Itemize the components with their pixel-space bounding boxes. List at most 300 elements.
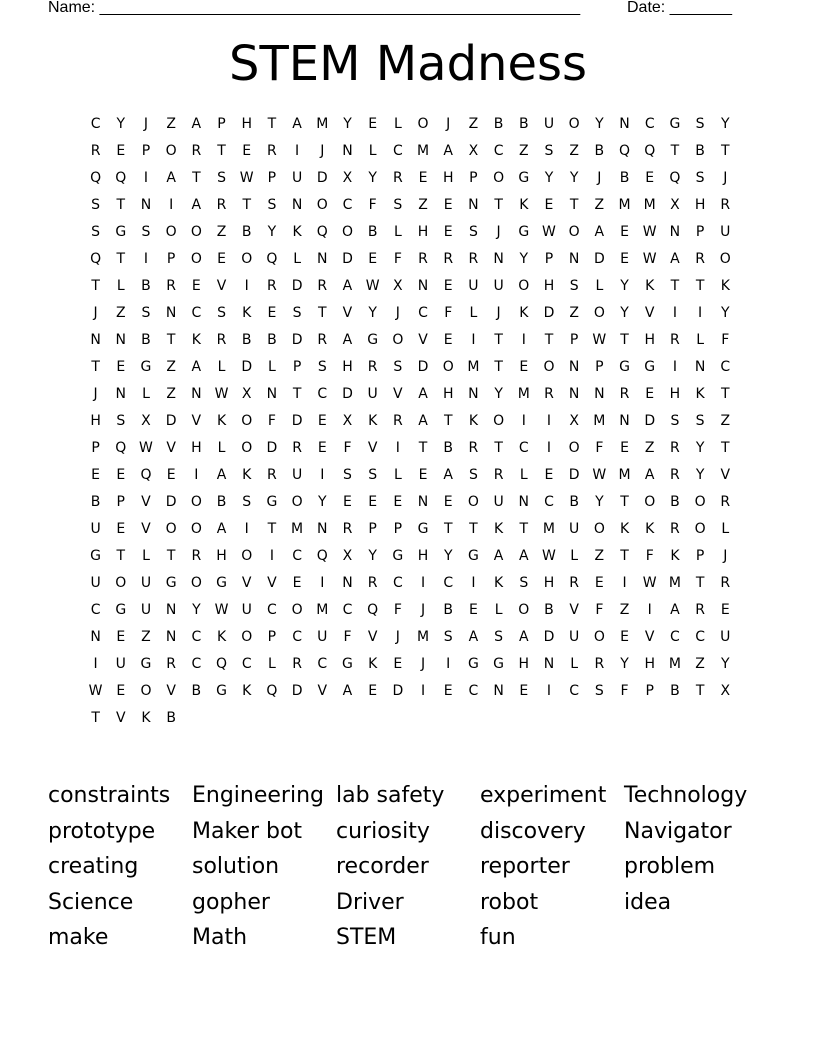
grid-letter: X <box>468 143 479 159</box>
grid-letter: Q <box>266 251 278 267</box>
grid-letter: N <box>342 143 353 159</box>
grid-letter: Q <box>669 170 681 186</box>
grid-letter: W <box>592 467 607 483</box>
grid-letter: P <box>91 440 100 456</box>
grid-letter: N <box>518 494 530 510</box>
grid-letter: I <box>194 467 199 483</box>
grid-letter: O <box>417 116 429 132</box>
grid-letter: O <box>518 602 530 618</box>
grid-letter: A <box>468 629 479 645</box>
grid-letter: X <box>569 413 579 429</box>
grid-letter: Y <box>368 305 377 321</box>
grid-letter: S <box>116 413 126 429</box>
grid-letter: Q <box>140 467 152 483</box>
grid-letter: L <box>570 548 579 564</box>
word-bank-item: Math <box>192 925 248 950</box>
grid-letter: V <box>267 575 277 591</box>
grid-letter: R <box>720 197 731 213</box>
grid-letter: G <box>367 332 379 348</box>
grid-letter: G <box>115 224 127 240</box>
grid-letter: T <box>544 332 554 348</box>
grid-letter: H <box>644 656 655 672</box>
grid-letter: O <box>291 494 303 510</box>
grid-letter: H <box>694 197 706 213</box>
grid-letter: D <box>568 467 580 483</box>
grid-letter: E <box>443 494 453 510</box>
grid-letter: C <box>443 575 454 591</box>
grid-letter: D <box>543 629 555 645</box>
grid-letter: F <box>393 251 402 267</box>
grid-letter: E <box>468 602 478 618</box>
grid-letter: K <box>720 278 730 294</box>
grid-letter: U <box>90 575 101 591</box>
grid-letter: R <box>695 602 705 618</box>
grid-letter: P <box>217 116 226 132</box>
grid-letter: G <box>669 116 681 132</box>
grid-letter: P <box>141 143 151 159</box>
grid-letter: C <box>90 602 101 618</box>
grid-letter: V <box>115 710 126 726</box>
grid-letter: Z <box>166 116 176 132</box>
grid-letter: T <box>217 143 226 159</box>
grid-letter: E <box>116 521 126 537</box>
grid-letter: G <box>619 359 630 375</box>
grid-letter: W <box>214 602 229 618</box>
grid-letter: T <box>494 359 503 375</box>
grid-letter: O <box>190 224 202 240</box>
grid-letter: U <box>115 656 126 672</box>
grid-letter: C <box>644 116 655 132</box>
grid-letter: P <box>292 359 302 375</box>
grid-letter: K <box>645 521 655 537</box>
grid-letter: S <box>443 629 453 645</box>
grid-letter: F <box>595 602 604 618</box>
grid-letter: B <box>241 332 252 348</box>
grid-letter: U <box>543 116 555 132</box>
grid-letter: J <box>446 116 451 132</box>
grid-letter: R <box>317 278 328 294</box>
grid-letter: W <box>139 440 153 456</box>
grid-letter: B <box>216 494 227 510</box>
grid-letter: T <box>494 332 503 348</box>
grid-letter: I <box>269 548 274 564</box>
grid-letter: V <box>141 494 151 510</box>
grid-letter: P <box>267 170 277 186</box>
grid-letter: F <box>343 629 352 645</box>
grid-letter: L <box>217 359 226 375</box>
grid-letter: M <box>643 197 656 213</box>
grid-letter: D <box>291 332 303 348</box>
grid-letter: Q <box>90 170 102 186</box>
grid-letter: H <box>669 386 681 402</box>
grid-letter: N <box>619 413 630 429</box>
grid-letter: S <box>317 359 327 375</box>
grid-letter: Z <box>418 197 428 213</box>
grid-letter: C <box>392 143 403 159</box>
grid-letter: N <box>165 305 177 321</box>
grid-letter: Z <box>720 413 731 429</box>
grid-letter: B <box>267 332 277 348</box>
grid-letter: B <box>141 332 151 348</box>
grid-letter: C <box>695 629 705 645</box>
grid-letter: U <box>367 386 378 402</box>
grid-letter: U <box>468 278 479 294</box>
grid-letter: Q <box>367 602 379 618</box>
grid-letter: L <box>570 656 579 672</box>
grid-letter: N <box>165 629 177 645</box>
grid-letter: S <box>141 224 151 240</box>
grid-letter: E <box>443 197 453 213</box>
grid-letter: R <box>191 143 202 159</box>
grid-letter: G <box>266 494 278 510</box>
grid-letter: I <box>420 683 426 699</box>
grid-letter: H <box>241 116 252 132</box>
name-field-label: Name: ______________________________________________________ <box>48 0 581 16</box>
grid-letter: E <box>544 197 554 213</box>
grid-letter: O <box>190 251 202 267</box>
grid-letter: O <box>241 440 253 456</box>
grid-letter: R <box>670 521 680 537</box>
grid-letter: N <box>594 386 605 402</box>
grid-letter: E <box>519 359 529 375</box>
grid-letter: O <box>719 251 731 267</box>
grid-letter: N <box>317 251 328 267</box>
grid-letter: N <box>468 197 479 213</box>
grid-letter: E <box>620 629 629 645</box>
word-bank-item: constraints <box>48 783 171 808</box>
grid-letter: E <box>544 467 554 483</box>
grid-letter: N <box>669 224 681 240</box>
grid-letter: N <box>317 521 328 537</box>
grid-letter: I <box>471 575 476 591</box>
word-bank-item: reporter <box>480 854 570 879</box>
grid-letter: E <box>620 224 629 240</box>
grid-letter: C <box>241 656 252 672</box>
grid-letter: V <box>342 305 353 321</box>
grid-letter: N <box>115 386 127 402</box>
grid-letter: U <box>140 602 152 618</box>
grid-letter: S <box>670 413 680 429</box>
grid-letter: V <box>644 629 655 645</box>
grid-letter: D <box>291 683 303 699</box>
word-bank-item: Driver <box>336 889 404 915</box>
grid-letter: K <box>141 710 151 726</box>
grid-letter: I <box>622 575 627 591</box>
grid-letter: A <box>418 386 428 402</box>
grid-letter: I <box>672 305 677 321</box>
grid-letter: L <box>494 602 503 618</box>
grid-letter: P <box>595 359 604 375</box>
grid-letter: S <box>91 197 101 213</box>
grid-letter: W <box>542 224 556 240</box>
grid-letter: Q <box>316 224 328 240</box>
grid-letter: R <box>569 575 580 591</box>
grid-letter: T <box>116 548 126 564</box>
grid-letter: I <box>93 656 98 672</box>
grid-letter: B <box>191 683 202 699</box>
grid-letter: N <box>90 332 101 348</box>
grid-letter: K <box>670 548 680 564</box>
word-bank-item: creating <box>48 854 139 879</box>
grid-letter: J <box>723 548 728 564</box>
grid-letter: L <box>393 224 402 240</box>
grid-letter: V <box>367 440 378 456</box>
grid-letter: E <box>620 440 629 456</box>
grid-letter: Y <box>519 251 529 267</box>
grid-letter: Y <box>695 467 705 483</box>
grid-letter: L <box>721 521 730 537</box>
grid-letter: K <box>368 656 378 672</box>
grid-letter: N <box>342 575 353 591</box>
puzzle-title: STEM Madness <box>228 36 588 92</box>
grid-letter: U <box>291 170 303 186</box>
grid-letter: B <box>695 143 705 159</box>
grid-letter: E <box>343 494 352 510</box>
grid-letter: U <box>493 278 504 294</box>
grid-letter: O <box>543 359 555 375</box>
grid-letter: B <box>241 224 252 240</box>
grid-letter: O <box>291 602 303 618</box>
grid-letter: D <box>165 413 177 429</box>
grid-letter: S <box>217 305 226 321</box>
grid-letter: D <box>593 251 605 267</box>
grid-letter: O <box>190 521 202 537</box>
grid-letter: R <box>367 359 378 375</box>
grid-letter: M <box>618 467 631 483</box>
grid-letter: N <box>568 251 580 267</box>
grid-letter: R <box>367 575 378 591</box>
grid-letter: P <box>469 170 478 186</box>
grid-letter: E <box>191 278 201 294</box>
grid-letter: L <box>116 278 125 294</box>
word-bank-item: problem <box>624 854 716 879</box>
grid-letter: K <box>695 386 705 402</box>
grid-letter: X <box>342 413 353 429</box>
grid-letter: G <box>518 224 530 240</box>
grid-letter: N <box>543 656 555 672</box>
grid-letter: I <box>546 440 552 456</box>
grid-letter: T <box>443 521 453 537</box>
grid-letter: K <box>242 683 252 699</box>
grid-letter: B <box>569 494 579 510</box>
grid-letter: G <box>140 359 152 375</box>
grid-letter: R <box>720 575 731 591</box>
grid-letter: H <box>644 332 655 348</box>
grid-letter: S <box>695 413 705 429</box>
grid-letter: O <box>568 224 580 240</box>
grid-letter: T <box>267 521 277 537</box>
grid-letter: O <box>518 278 530 294</box>
grid-letter: S <box>544 143 554 159</box>
grid-letter: U <box>241 602 252 618</box>
grid-letter: F <box>343 440 352 456</box>
grid-letter: E <box>116 683 126 699</box>
grid-letter: K <box>242 305 252 321</box>
grid-letter: T <box>620 332 629 348</box>
grid-letter: T <box>494 197 503 213</box>
grid-letter: Q <box>115 170 127 186</box>
grid-letter: R <box>216 332 227 348</box>
grid-letter: E <box>443 332 453 348</box>
grid-letter: R <box>468 440 479 456</box>
grid-letter: E <box>292 575 302 591</box>
grid-letter: D <box>291 413 303 429</box>
grid-letter: R <box>544 386 554 402</box>
grid-letter: E <box>317 413 327 429</box>
grid-letter: K <box>494 575 504 591</box>
grid-letter: O <box>190 575 202 591</box>
word-bank-item: lab safety <box>336 783 445 808</box>
grid-letter: M <box>467 359 480 375</box>
grid-letter: A <box>342 332 353 348</box>
grid-letter: R <box>267 143 277 159</box>
grid-letter: R <box>720 494 731 510</box>
grid-letter: S <box>292 305 302 321</box>
grid-letter: Y <box>721 305 730 321</box>
grid-letter: A <box>342 683 353 699</box>
grid-letter: Z <box>166 359 176 375</box>
grid-letter: K <box>242 467 252 483</box>
grid-letter: U <box>720 224 731 240</box>
grid-letter: P <box>695 548 705 564</box>
word-bank-item: Navigator <box>624 818 732 844</box>
grid-letter: R <box>619 386 630 402</box>
grid-letter: R <box>216 197 227 213</box>
grid-letter: K <box>468 413 478 429</box>
grid-letter: C <box>342 197 353 213</box>
grid-letter: C <box>292 629 302 645</box>
grid-letter: X <box>670 197 680 213</box>
grid-letter: T <box>91 710 100 726</box>
grid-letter: Q <box>316 548 328 564</box>
grid-letter: C <box>544 494 554 510</box>
grid-letter: H <box>342 359 353 375</box>
grid-letter: Y <box>494 386 503 402</box>
grid-letter: X <box>342 548 353 564</box>
word-bank-item: discovery <box>480 818 586 844</box>
grid-letter: A <box>292 116 302 132</box>
grid-letter: R <box>392 413 403 429</box>
grid-letter: H <box>417 548 429 564</box>
grid-letter: Y <box>721 116 730 132</box>
grid-letter: U <box>493 494 504 510</box>
grid-letter: Z <box>518 143 529 159</box>
grid-letter: E <box>116 467 126 483</box>
grid-letter: V <box>216 278 227 294</box>
grid-letter: V <box>393 386 403 402</box>
grid-letter: S <box>91 224 101 240</box>
grid-letter: G <box>216 683 227 699</box>
grid-letter: P <box>166 251 176 267</box>
grid-letter: R <box>493 467 504 483</box>
grid-letter: H <box>90 413 101 429</box>
grid-letter: G <box>644 359 656 375</box>
grid-letter: I <box>420 575 426 591</box>
grid-letter: O <box>593 521 605 537</box>
grid-letter: O <box>241 413 253 429</box>
grid-letter: S <box>695 116 705 132</box>
grid-letter: P <box>393 521 403 537</box>
grid-letter: Y <box>443 548 453 564</box>
word-bank-item: experiment <box>480 783 607 808</box>
grid-letter: T <box>519 521 529 537</box>
grid-letter: O <box>568 116 580 132</box>
grid-letter: V <box>720 467 731 483</box>
grid-letter: K <box>519 197 529 213</box>
grid-letter: J <box>420 602 426 618</box>
grid-letter: F <box>393 602 402 618</box>
grid-letter: F <box>645 548 654 564</box>
grid-letter: Y <box>569 170 579 186</box>
grid-letter: O <box>467 494 479 510</box>
grid-letter: W <box>542 548 556 564</box>
grid-letter: N <box>165 602 177 618</box>
grid-letter: G <box>140 656 152 672</box>
grid-letter: N <box>191 386 202 402</box>
grid-letter: B <box>367 224 378 240</box>
grid-letter: C <box>670 629 680 645</box>
grid-letter: O <box>241 548 253 564</box>
grid-letter: B <box>166 710 176 726</box>
grid-letter: N <box>694 359 706 375</box>
word-bank-item: Science <box>48 889 134 915</box>
grid-letter: Z <box>468 116 479 132</box>
grid-letter: D <box>342 386 353 402</box>
grid-letter: Y <box>343 116 352 132</box>
grid-letter: N <box>568 359 580 375</box>
grid-letter: O <box>165 521 177 537</box>
grid-letter: J <box>93 386 98 402</box>
grid-letter: C <box>569 683 580 699</box>
grid-letter: T <box>418 440 428 456</box>
grid-letter: H <box>417 224 429 240</box>
grid-letter: K <box>368 413 378 429</box>
grid-letter: R <box>292 656 302 672</box>
grid-letter: S <box>393 359 403 375</box>
grid-letter: M <box>668 575 681 591</box>
grid-letter: I <box>169 197 174 213</box>
grid-letter: T <box>695 575 705 591</box>
grid-letter: W <box>365 278 380 294</box>
grid-letter: E <box>166 467 176 483</box>
grid-letter: D <box>644 413 656 429</box>
grid-letter: K <box>645 278 655 294</box>
grid-letter: M <box>618 197 631 213</box>
grid-letter: E <box>116 359 126 375</box>
grid-letter: S <box>519 575 529 591</box>
grid-letter: Q <box>619 143 631 159</box>
grid-letter: J <box>420 656 426 672</box>
grid-letter: L <box>268 359 276 375</box>
grid-letter: G <box>493 656 505 672</box>
grid-letter: R <box>90 143 101 159</box>
grid-letter: P <box>645 683 654 699</box>
grid-letter: R <box>191 548 202 564</box>
grid-letter: X <box>141 413 151 429</box>
grid-letter: R <box>695 251 705 267</box>
grid-letter: S <box>368 467 378 483</box>
grid-letter: L <box>393 116 402 132</box>
grid-letter: Z <box>569 143 579 159</box>
grid-letter: N <box>90 629 101 645</box>
grid-letter: S <box>217 170 226 186</box>
grid-letter: Y <box>595 494 604 510</box>
grid-letter: O <box>165 224 177 240</box>
grid-letter: A <box>594 224 605 240</box>
grid-letter: F <box>620 683 629 699</box>
grid-letter: A <box>191 359 202 375</box>
grid-letter: V <box>569 602 579 618</box>
